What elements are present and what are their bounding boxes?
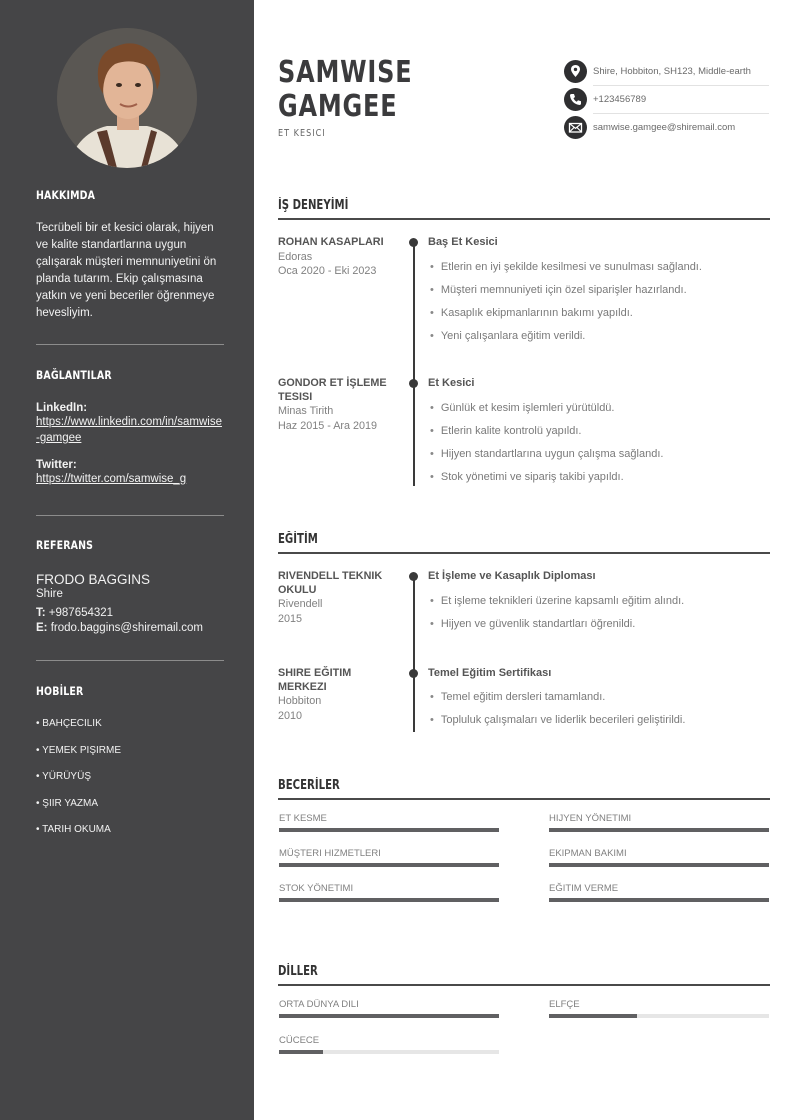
skill-item (549, 848, 769, 867)
reference-name: FRODO BAGGINS (36, 572, 151, 587)
degree-title: Et İşleme ve Kasaplık Diploması (428, 570, 596, 582)
skill-item (279, 813, 499, 832)
language-bar-track (279, 1050, 499, 1054)
bullet-item: • Hijyen standartlarına uygun çalışma sağlandı. (430, 448, 663, 460)
links-section (36, 368, 224, 487)
skill-name: MÜŞTERI HIZMETLERI (279, 848, 381, 859)
phone-label: T: (36, 606, 46, 619)
language-item (549, 999, 769, 1018)
timeline-line (413, 576, 415, 732)
profile-photo (57, 28, 197, 168)
job-role: Baş Et Kesici (428, 236, 498, 248)
linkedin-label: LinkedIn: (36, 402, 88, 414)
twitter-link[interactable]: https://twitter.com/samwise_g (36, 473, 187, 485)
job-role: Et Kesici (428, 377, 475, 389)
first-name: SAMWISE (278, 55, 413, 90)
bullet-item: • Temel eğitim dersleri tamamlandı. (430, 691, 605, 703)
portrait-illustration (57, 28, 197, 168)
company-location: Minas Tirith (278, 405, 334, 417)
skill-bar-fill (279, 863, 499, 867)
language-name: CÜCECE (279, 1035, 320, 1046)
reference-heading: REFERANS (36, 538, 94, 552)
skill-item (279, 883, 499, 902)
education-entry-meta (278, 667, 398, 723)
last-name: GAMGEE (278, 89, 398, 124)
skill-bar-fill (549, 828, 769, 832)
company-name: GONDOR ET İŞLEME TESISI (278, 377, 387, 403)
experience-entry-meta (278, 377, 398, 433)
bullet-item: • Kasaplık ekipmanlarının bakımı yapıldı. (430, 307, 633, 319)
hobbies-heading: HOBİLER (36, 684, 84, 698)
links-heading: BAĞLANTILAR (36, 368, 112, 382)
hobbies-list (36, 718, 224, 851)
skill-name: ET KESME (279, 813, 327, 824)
reference-phone-row (36, 606, 224, 622)
skill-bar-track (279, 898, 499, 902)
reference-location: Shire (36, 588, 63, 600)
twitter-label: Twitter: (36, 459, 77, 471)
language-bar-fill (279, 1014, 499, 1018)
bullet-item: • Topluluk çalışmaları ve liderlik becerileri geliştirildi. (430, 714, 685, 726)
languages-heading: DİLLER (278, 964, 318, 979)
company-name: ROHAN KASAPLARI (278, 236, 384, 248)
skill-bar-fill (279, 898, 499, 902)
hobby-item: • ŞIIR YAZMA (36, 797, 99, 809)
twitter-block (36, 459, 224, 487)
skill-bar-track (549, 898, 769, 902)
about-heading: HAKKIMDA (36, 188, 96, 202)
skill-bar-track (279, 828, 499, 832)
bullet-item: • Müşteri memnuniyeti için özel siparişler hazırlandı. (430, 284, 687, 296)
skill-bar-track (279, 863, 499, 867)
degree-title: Temel Eğitim Sertifikası (428, 667, 552, 679)
language-name: ELFÇE (549, 999, 580, 1010)
skill-item (549, 813, 769, 832)
skill-name: EKIPMAN BAKIMI (549, 848, 627, 859)
graduation-year: 2010 (278, 709, 303, 722)
contact-phone (564, 85, 769, 113)
education-heading: EĞİTİM (278, 532, 318, 547)
hobbies-section (36, 684, 224, 851)
hobby-item: • TARIH OKUMA (36, 824, 111, 835)
bullet-item: • Et işleme teknikleri üzerine kapsamlı eğitim alındı. (430, 595, 684, 607)
bullet-item: • Etlerin en iyi şekilde kesilmesi ve sunulması sağlandı. (430, 261, 702, 273)
hobby-item: • YÜRÜYÜŞ (36, 771, 91, 782)
bullet-item: • Hijyen ve güvenlik standartları öğrenildi. (430, 618, 635, 630)
hobby-item: • YEMEK PIŞIRME (36, 744, 122, 756)
employment-dates: Haz 2015 - Ara 2019 (278, 419, 378, 432)
about-text: Tecrübeli bir et kesici olarak, hijyen ve kalite standartlarına uygun çalışarak müşteri memnuniyetini ön planda tutarım. Ekip çalışmasına yatkın ve yeni beceriler öğrenmeye hevesliyim. (36, 222, 217, 319)
sidebar-divider (36, 515, 224, 516)
phone-text: +123456789 (593, 94, 647, 105)
contact-address (564, 57, 769, 85)
section-rule (278, 984, 770, 986)
timeline-dot (409, 238, 418, 247)
school-location: Rivendell (278, 598, 323, 610)
language-bar-track (279, 1014, 499, 1018)
timeline-dot (409, 379, 418, 388)
school-location: Hobbiton (278, 695, 322, 707)
contact-email (564, 113, 769, 141)
skill-name: HIJYEN YÖNETIMI (549, 813, 632, 824)
location-pin-icon (564, 60, 587, 83)
timeline-line (413, 242, 415, 344)
sidebar (0, 0, 254, 1120)
timeline-dot (409, 669, 418, 678)
sidebar-divider (36, 344, 224, 345)
education-entry-meta (278, 570, 398, 626)
language-item (279, 999, 499, 1018)
full-name (278, 56, 412, 124)
timeline-dot (409, 572, 418, 581)
reference-phone: +987654321 (48, 606, 114, 619)
school-name: RIVENDELL TEKNIK OKULU (278, 570, 383, 596)
company-location: Edoras (278, 250, 313, 263)
reference-email-row (36, 621, 224, 637)
email-label: E: (36, 622, 48, 634)
language-bar-track (549, 1014, 769, 1018)
language-bar-fill (279, 1050, 323, 1054)
skill-item (549, 883, 769, 902)
language-bar-fill (549, 1014, 637, 1018)
skill-item (279, 848, 499, 867)
reference-section (36, 538, 224, 637)
section-rule (278, 552, 770, 554)
skill-bar-fill (279, 828, 499, 832)
skill-bar-track (549, 863, 769, 867)
section-rule (278, 798, 770, 800)
envelope-icon (564, 116, 587, 139)
skill-name: STOK YÖNETIMI (279, 883, 354, 894)
job-title: ET KESICI (278, 128, 326, 139)
bullet-item: • Günlük et kesim işlemleri yürütüldü. (430, 402, 614, 414)
experience-heading: İŞ DENEYİMİ (278, 198, 349, 213)
reference-email: frodo.baggins@shiremail.com (50, 622, 203, 634)
bullet-item: • Etlerin kalite kontrolü yapıldı. (430, 425, 582, 437)
email-text[interactable]: samwise.gamgee@shiremail.com (593, 122, 736, 133)
bullet-item: • Yeni çalışanlara eğitim verildi. (430, 330, 585, 342)
skill-name: EĞITIM VERME (549, 883, 619, 894)
bullet-item: • Stok yönetimi ve sipariş takibi yapıldı. (430, 471, 624, 483)
about-section (36, 188, 224, 322)
skill-bar-fill (549, 898, 769, 902)
section-rule (278, 218, 770, 220)
timeline-line (413, 344, 415, 486)
linkedin-block (36, 402, 224, 446)
linkedin-link[interactable]: https://www.linkedin.com/in/samwise-gamgee (36, 416, 222, 444)
skill-bar-track (549, 828, 769, 832)
graduation-year: 2015 (278, 612, 303, 625)
address-text: Shire, Hobbiton, SH123, Middle-earth (593, 66, 751, 77)
language-name: ORTA DÜNYA DILI (279, 999, 359, 1010)
employment-dates: Oca 2020 - Eki 2023 (278, 265, 377, 277)
sidebar-divider (36, 660, 224, 661)
skill-bar-fill (549, 863, 769, 867)
language-item (279, 1035, 499, 1054)
experience-entry-meta (278, 236, 398, 279)
hobby-item: • BAHÇECILIK (36, 718, 102, 729)
skills-heading: BECERİLER (278, 778, 340, 793)
phone-icon (564, 88, 587, 111)
school-name: SHIRE EĞITIM MERKEZI (278, 667, 352, 693)
